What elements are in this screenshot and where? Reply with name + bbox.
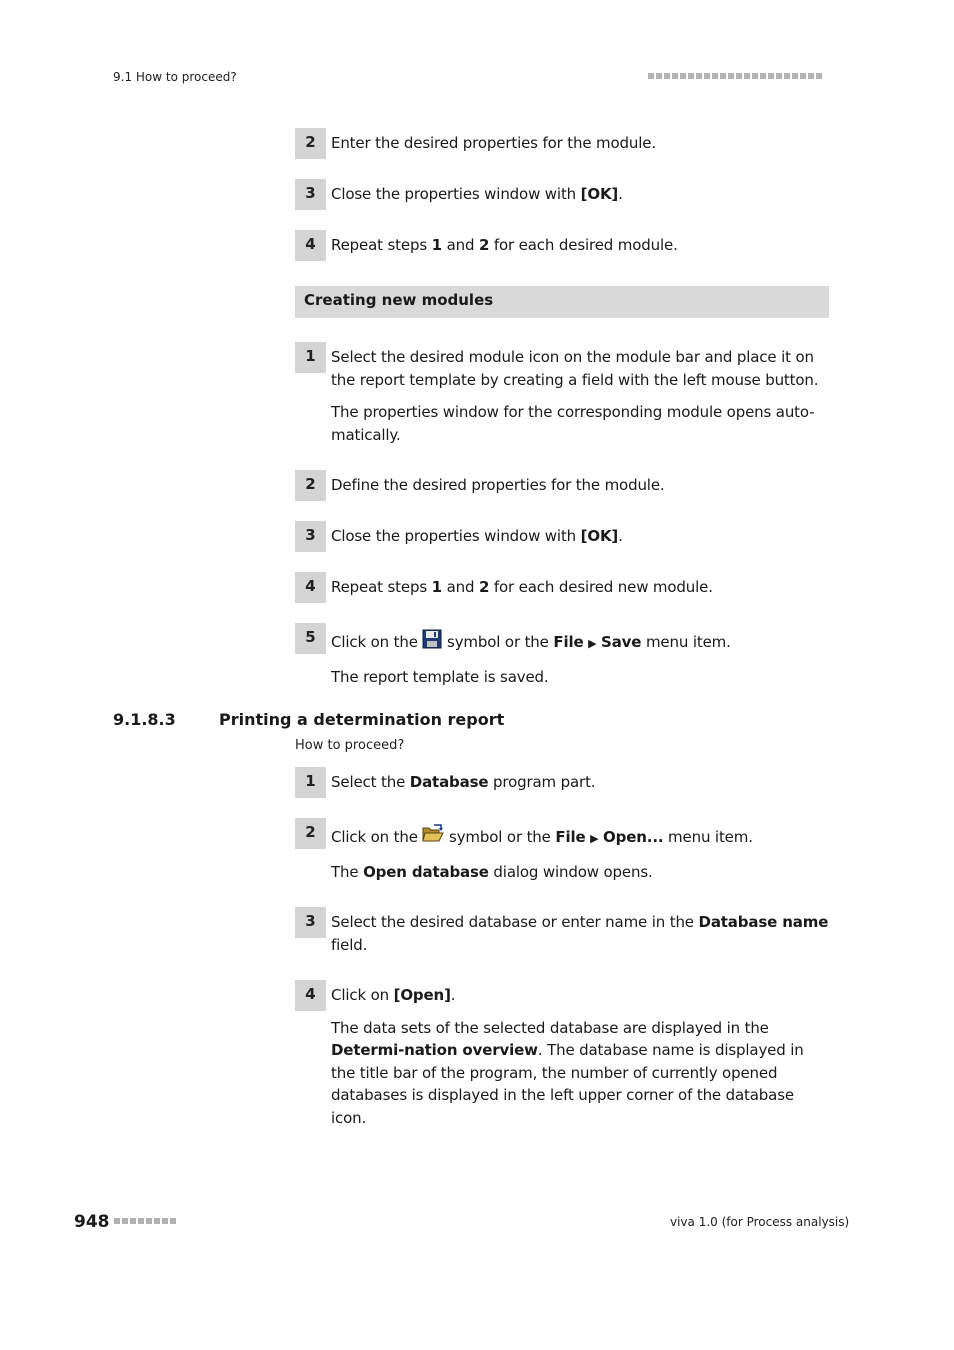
step-text: Repeat steps 1 and 2 for each desired module. xyxy=(331,236,678,254)
step-number: 3 xyxy=(295,521,326,552)
step-text: Select the Database program part. xyxy=(331,773,596,791)
footer-decor-squares xyxy=(114,1218,176,1224)
step-number: 2 xyxy=(295,470,326,501)
step-text: Click on the symbol or the File ▶ Save menu item. xyxy=(331,629,831,656)
step-result: The data sets of the selected database are displayed in the Determi-nation overview. The database name is displayed in the title bar of the program, the number of currently opened databases is displayed in the left upper corner of the database icon. xyxy=(331,1018,804,1127)
step-result: The Open database dialog window opens. xyxy=(331,862,653,881)
step-number: 1 xyxy=(295,342,326,373)
page-number: 948 xyxy=(74,1212,110,1232)
running-header-section: 9.1 How to proceed? xyxy=(113,70,237,84)
step-number: 1 xyxy=(295,767,326,798)
subsection-number: 9.1.8.3 xyxy=(113,710,176,729)
footer-product: viva 1.0 (for Process analysis) xyxy=(670,1215,850,1229)
step-text: Close the properties window with [OK]. xyxy=(331,185,623,203)
step-text: Define the desired properties for the module. xyxy=(331,476,665,494)
subsection-intro: How to proceed? xyxy=(295,738,405,753)
step-text: Click on the symbol or the File ▶ Open... menu item. xyxy=(331,824,831,851)
floppy-disk-icon[interactable] xyxy=(422,629,442,656)
step-number: 2 xyxy=(295,818,326,849)
section-heading-bar xyxy=(295,286,829,318)
step-number: 5 xyxy=(295,623,326,654)
step-text: Close the properties window with [OK]. xyxy=(331,527,623,545)
step-text: Select the desired module icon on the module bar and place it on the report template by creating a field with the left mouse button. xyxy=(331,348,819,389)
step-result: The report template is saved. xyxy=(331,667,549,686)
subsection-title: Printing a determination report xyxy=(219,710,505,729)
step-result: The properties window for the corresponding module opens auto-matically. xyxy=(331,403,815,444)
step-number: 2 xyxy=(295,128,326,159)
step-text: Repeat steps 1 and 2 for each desired new module. xyxy=(331,578,713,596)
step-number: 3 xyxy=(295,907,326,938)
step-text: Click on [Open]. xyxy=(331,986,456,1004)
step-text: Enter the desired properties for the module. xyxy=(331,134,656,152)
step-number: 4 xyxy=(295,572,326,603)
step-text: Select the desired database or enter name in the Database name field. xyxy=(331,913,829,954)
step-number: 4 xyxy=(295,980,326,1011)
step-number: 4 xyxy=(295,230,326,261)
open-folder-icon[interactable] xyxy=(422,824,444,851)
section-title: Creating new modules xyxy=(304,291,494,309)
header-decor-squares xyxy=(648,73,822,79)
step-number: 3 xyxy=(295,179,326,210)
